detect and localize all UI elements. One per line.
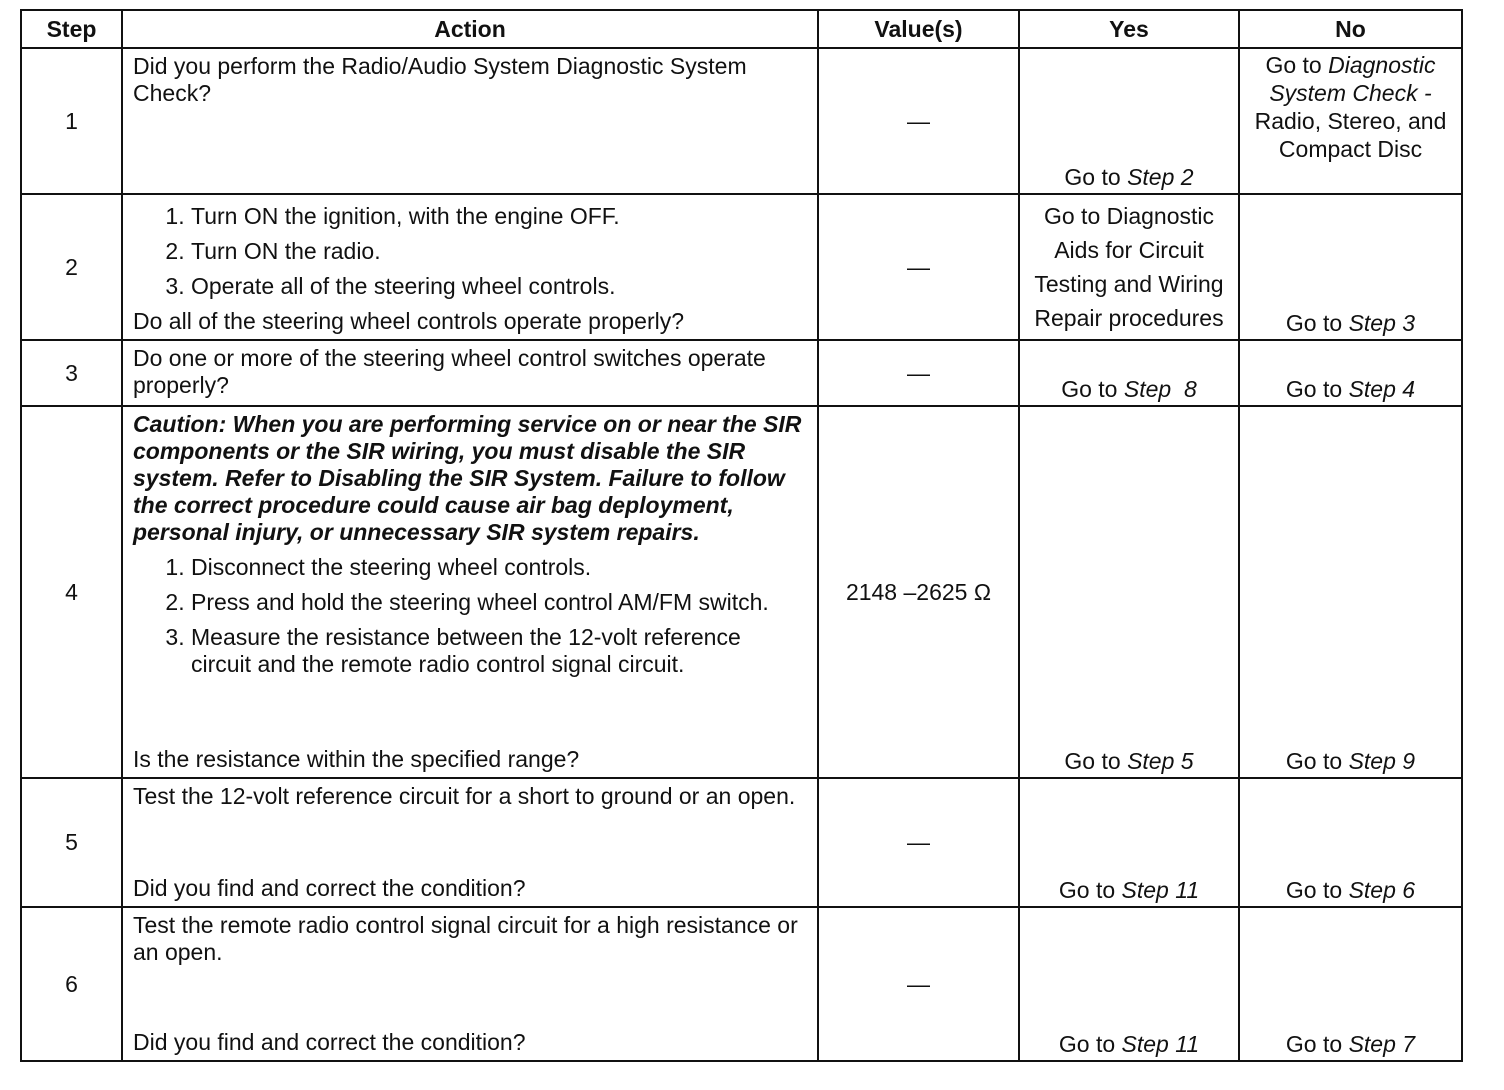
- yes-result: Go to Diagnostic Aids for Circuit Testing and Wiring Repair procedures: [1034, 203, 1224, 331]
- yes-result: Go to Step 5: [1064, 748, 1194, 774]
- header-values: Value(s): [818, 10, 1019, 48]
- step-number: 3: [21, 340, 122, 406]
- action-text: Did you perform the Radio/Audio System Diagnostic System Check?: [133, 53, 747, 106]
- step-number: 5: [21, 778, 122, 907]
- yes-cell: [1019, 778, 1239, 907]
- no-cell: [1239, 340, 1462, 406]
- value-cell: —: [818, 48, 1019, 194]
- yes-cell: [1019, 48, 1239, 194]
- no-cell: [1239, 48, 1462, 194]
- action-step: 1. Turn ON the ignition, with the engine OFF.: [191, 199, 807, 234]
- no-cell: [1239, 907, 1462, 1061]
- yes-cell: [1019, 406, 1239, 778]
- table-row: [21, 340, 1462, 406]
- action-question: Did you find and correct the condition?: [133, 875, 526, 901]
- action-step: 2. Press and hold the steering wheel control AM/FM switch.: [191, 589, 807, 616]
- header-step: Step: [21, 10, 122, 48]
- action-step: 3. Operate all of the steering wheel controls.: [191, 269, 807, 304]
- header-no: No: [1239, 10, 1462, 48]
- step-number: 2: [21, 194, 122, 340]
- action-cell: [122, 48, 818, 194]
- yes-result: Go to Step 11: [1058, 1031, 1200, 1057]
- action-question: Do all of the steering wheel controls operate properly?: [133, 308, 685, 334]
- caution-text: Caution: When you are performing service on or near the SIR components or the SIR wiring, you must disable the SIR system. Refer to Disabling the SIR System. Failure to follow the correct procedure could cause air bag deployment, personal injury, or unnecessary SIR system repairs.: [133, 411, 802, 545]
- no-cell: [1239, 406, 1462, 778]
- step-number: 1: [21, 48, 122, 194]
- action-step: 3. Measure the resistance between the 12-volt reference circuit and the remote radio control signal circuit.: [191, 624, 807, 678]
- step-number: 4: [21, 406, 122, 778]
- value-cell: —: [818, 778, 1019, 907]
- action-text: Test the 12-volt reference circuit for a short to ground or an open.: [133, 783, 796, 809]
- no-cell: [1239, 194, 1462, 340]
- yes-result: Go to Step 2: [1064, 164, 1194, 190]
- action-step: 2. Turn ON the radio.: [191, 234, 807, 269]
- yes-cell: [1019, 907, 1239, 1061]
- no-result: Go to Step 4: [1285, 376, 1416, 402]
- action-cell: [122, 778, 818, 907]
- action-cell: [122, 340, 818, 406]
- action-cell: [122, 406, 818, 778]
- table-row: [21, 194, 1462, 340]
- no-result: Go to Step 3: [1285, 310, 1416, 336]
- action-step: 1. Disconnect the steering wheel controls.: [191, 554, 807, 581]
- value-cell: —: [818, 907, 1019, 1061]
- action-cell: [122, 907, 818, 1061]
- action-question: Did you find and correct the condition?: [133, 1029, 526, 1055]
- action-steps: [133, 554, 807, 678]
- value-cell: —: [818, 194, 1019, 340]
- yes-cell: [1019, 194, 1239, 340]
- yes-result: Go to Step 11: [1058, 877, 1200, 903]
- table-row: [21, 406, 1462, 778]
- header-yes: Yes: [1019, 10, 1239, 48]
- yes-cell: [1019, 340, 1239, 406]
- no-result: Go to Step 9: [1285, 748, 1416, 774]
- no-result: Go to Step 7: [1285, 1031, 1416, 1057]
- header-row: [21, 10, 1462, 48]
- table-row: [21, 907, 1462, 1061]
- value-cell: —: [818, 340, 1019, 406]
- table-row: [21, 778, 1462, 907]
- header-action: Action: [122, 10, 818, 48]
- action-text: Do one or more of the steering wheel control switches operate properly?: [133, 345, 766, 398]
- value-cell: 2148 –2625 Ω: [818, 406, 1019, 778]
- action-question: Is the resistance within the specified range?: [133, 746, 580, 772]
- no-result: Go to Step 6: [1285, 877, 1416, 903]
- no-result: Go to Diagnostic System Check - Radio, Stereo, and Compact Disc: [1254, 52, 1447, 162]
- action-text: Test the remote radio control signal circuit for a high resistance or an open.: [133, 912, 798, 965]
- action-cell: [122, 194, 818, 340]
- table-row: [21, 48, 1462, 194]
- yes-result: Go to Step 8: [1061, 376, 1197, 402]
- diagnostic-table: [20, 9, 1463, 1062]
- no-cell: [1239, 778, 1462, 907]
- step-number: 6: [21, 907, 122, 1061]
- action-steps: [133, 199, 807, 304]
